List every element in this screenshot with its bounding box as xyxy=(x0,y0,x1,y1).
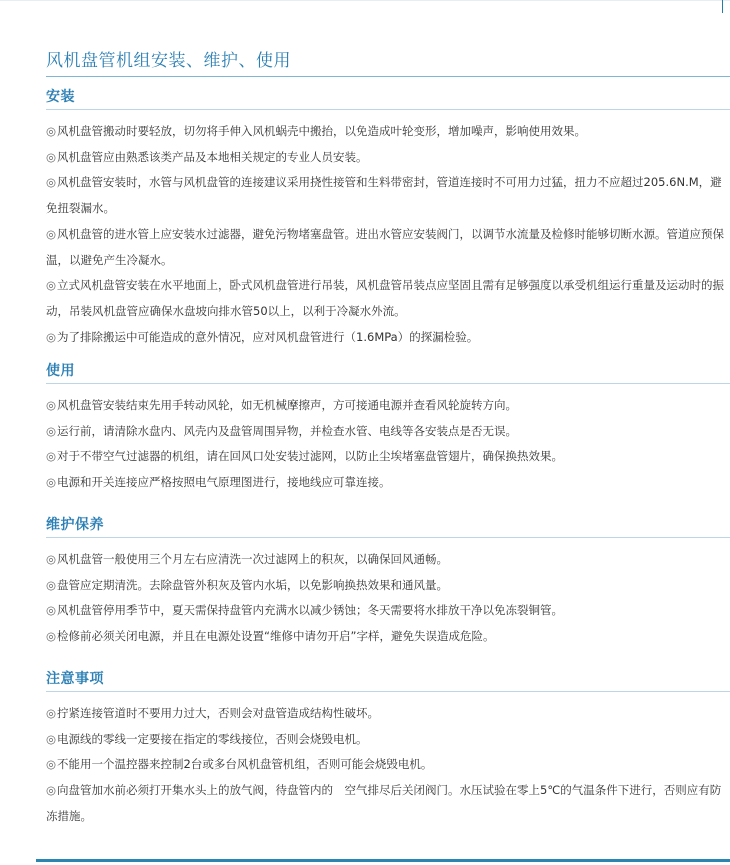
item-list xyxy=(46,692,730,830)
list-item: ◎ 风机盘管应由熟悉该类产品及本地相关规定的专业人员安装。 xyxy=(46,145,730,171)
list-item: ◎ 电源和开关连接应严格按照电气原理图进行，接地线应可靠连接。 xyxy=(46,470,730,496)
list-item: ◎ 电源线的零线一定要接在指定的零线接位，否则会烧毁电机。 xyxy=(46,727,730,753)
top-border xyxy=(0,0,730,1)
list-item: ◎ 风机盘管一般使用三个月左右应清洗一次过滤网上的积灰，以确保回风通畅。 xyxy=(46,547,730,573)
list-item: ◎ 盘管应定期清洗。去除盘管外积灰及管内水垢，以免影响换热效果和通风量。 xyxy=(46,573,730,599)
list-item: ◎ 不能用一个温控器来控制2台或多台风机盘管机组，否则可能会烧毁电机。 xyxy=(46,752,730,778)
list-item: ◎ 向盘管加水前必须打开集水头上的放气阀，待盘管内的 空气排尽后关闭阀门。水压试验在零上5℃的气温条件下进行，否则应有防冻措施。 xyxy=(46,778,730,829)
section-maintenance xyxy=(46,512,730,650)
section-install xyxy=(46,84,730,350)
list-item: ◎ 拧紧连接管道时不要用力过大，否则会对盘管造成结构性破坏。 xyxy=(46,701,730,727)
item-list xyxy=(46,110,730,350)
section-heading: 维护保养 xyxy=(46,512,730,538)
list-item: ◎ 风机盘管搬动时要轻放，切勿将手伸入风机蜗壳中搬抬，以免造成叶轮变形，增加噪声，影响使用效果。 xyxy=(46,119,730,145)
list-item: ◎ 运行前，请清除水盘内、风壳内及盘管周围异物，并检查水管、电线等各安装点是否无误。 xyxy=(46,419,730,445)
item-list xyxy=(46,538,730,650)
corner-mark xyxy=(722,0,723,13)
list-item: ◎ 对于不带空气过滤器的机组，请在回风口处安装过滤网，以防止尘埃堵塞盘管翅片，确保换热效果。 xyxy=(46,444,730,470)
list-item: ◎ 为了排除搬运中可能造成的意外情况，应对风机盘管进行（1.6MPa）的探漏检验。 xyxy=(46,325,730,351)
section-notes xyxy=(46,666,730,830)
list-item: ◎ 风机盘管安装时，水管与风机盘管的连接建议采用挠性接管和生料带密封，管道连接时不可用力过猛，扭力不应超过205.6N.M，避免扭裂漏水。 xyxy=(46,170,730,221)
section-usage xyxy=(46,358,730,496)
page-title: 风机盘管机组安装、维护、使用 xyxy=(46,51,291,71)
bottom-border xyxy=(36,859,730,862)
section-heading: 注意事项 xyxy=(46,666,730,692)
list-item: ◎ 风机盘管停用季节中，夏天需保持盘管内充满水以减少锈蚀；冬天需要将水排放干净以免冻裂铜管。 xyxy=(46,598,730,624)
list-item: ◎ 风机盘管安装结束先用手转动风轮，如无机械摩擦声，方可接通电源并查看风轮旋转方向。 xyxy=(46,393,730,419)
section-heading: 使用 xyxy=(46,358,730,384)
list-item: ◎ 立式风机盘管安装在水平地面上，卧式风机盘管进行吊装，风机盘管吊装点应坚固且需有足够强度以承受机组运行重量及运动时的振动，吊装风机盘管应确保水盘坡向排水管50以上，以利于冷凝水外流。 xyxy=(46,273,730,324)
item-list xyxy=(46,384,730,496)
section-heading: 安装 xyxy=(46,84,730,110)
title-divider xyxy=(46,76,730,77)
list-item: ◎ 风机盘管的进水管上应安装水过滤器，避免污物堵塞盘管。进出水管应安装阀门，以调节水流量及检修时能够切断水源。管道应预保温，以避免产生冷凝水。 xyxy=(46,222,730,273)
list-item: ◎ 检修前必须关闭电源，并且在电源处设置“维修中请勿开启”字样，避免失误造成危险。 xyxy=(46,624,730,650)
